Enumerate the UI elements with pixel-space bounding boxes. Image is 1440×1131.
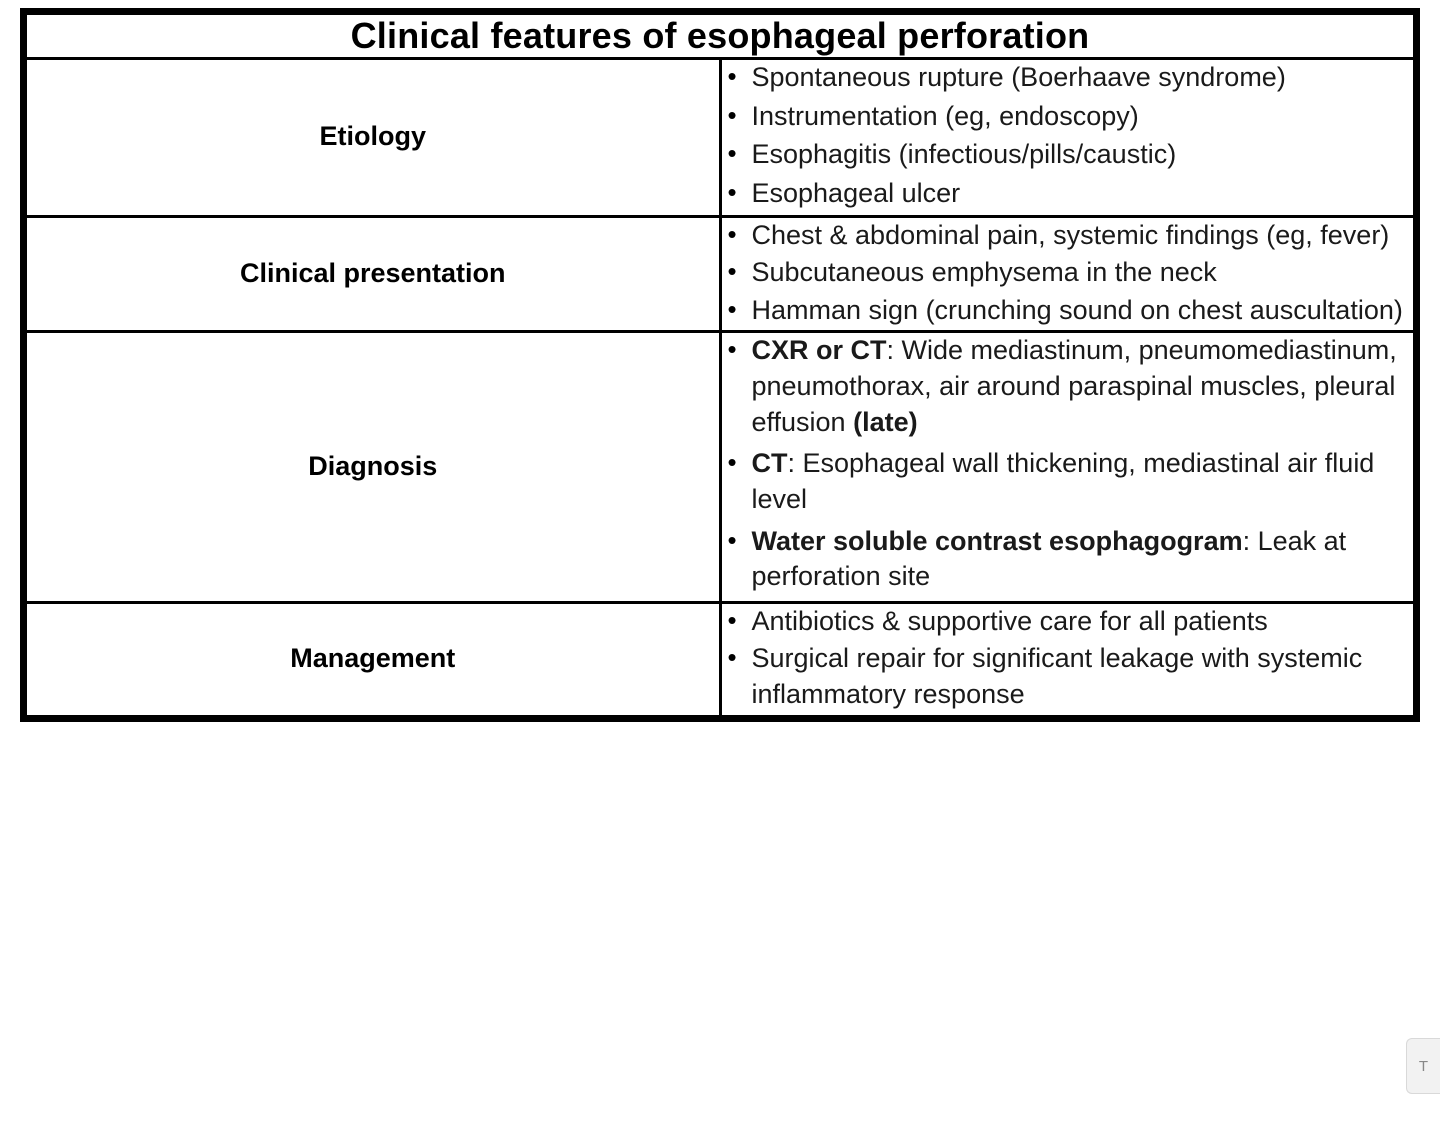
list-item-text: : Wide mediastinum, pneumomediastinum, pneumothorax, air around paraspinal muscles, pleural effusion	[751, 335, 1397, 437]
list-item-text: Esophageal ulcer	[751, 177, 961, 208]
page-bottom-edge	[0, 1104, 1440, 1131]
table-row	[26, 59, 1415, 217]
list-item-emphasis-tail: (late)	[853, 406, 918, 437]
bullet-list	[722, 218, 1414, 329]
list-item-emphasis: Water soluble contrast esophagogram	[751, 525, 1243, 556]
list-item-text: : Leak at perforation site	[751, 525, 1347, 592]
list-item-text: Chest & abdominal pain, systemic findings (eg, fever)	[751, 219, 1390, 250]
bullet-list	[722, 60, 1414, 212]
list-item	[722, 176, 1414, 212]
list-item-text: Spontaneous rupture (Boerhaave syndrome)	[751, 62, 1286, 92]
list-item-emphasis: CXR or CT	[751, 335, 887, 366]
row-content-etiology	[720, 59, 1415, 217]
clinical-features-table	[20, 8, 1420, 722]
table-row	[26, 216, 1415, 332]
page-title: Clinical features of esophageal perforation	[26, 14, 1415, 59]
bullet-list	[722, 604, 1414, 713]
table-title-row	[26, 14, 1415, 59]
list-item	[722, 99, 1414, 135]
corner-overlay-chip[interactable]: T	[1406, 1038, 1440, 1094]
row-content-clinical-presentation	[720, 216, 1415, 332]
row-label-clinical-presentation: Clinical presentation	[26, 216, 721, 332]
row-label-management: Management	[26, 602, 721, 716]
list-item-text: Instrumentation (eg, endoscopy)	[751, 100, 1139, 131]
list-item-text: : Esophageal wall thickening, mediastinal air fluid level	[751, 448, 1375, 514]
list-item	[722, 333, 1414, 440]
list-item	[722, 60, 1414, 96]
list-item	[722, 255, 1414, 291]
table-row	[26, 602, 1415, 716]
list-item-emphasis: CT	[751, 448, 788, 479]
bullet-list	[722, 333, 1414, 594]
list-item-text: Hamman sign (crunching sound on chest auscultation)	[751, 294, 1403, 325]
row-content-diagnosis	[720, 332, 1415, 602]
list-item-text: Antibiotics & supportive care for all patients	[751, 605, 1268, 636]
list-item	[722, 524, 1414, 595]
list-item	[722, 604, 1414, 640]
list-item-text: Surgical repair for significant leakage with systemic inflammatory response	[751, 643, 1363, 709]
list-item	[722, 137, 1414, 173]
list-item	[722, 218, 1414, 254]
list-item-text: Esophagitis (infectious/pills/caustic)	[751, 139, 1177, 170]
list-item	[722, 446, 1414, 517]
table-row	[26, 332, 1415, 602]
row-content-management	[720, 602, 1415, 716]
list-item	[722, 641, 1414, 712]
list-item	[722, 293, 1414, 329]
row-label-etiology: Etiology	[26, 59, 721, 217]
row-label-diagnosis: Diagnosis	[26, 332, 721, 602]
list-item-text: Subcutaneous emphysema in the neck	[751, 257, 1217, 288]
